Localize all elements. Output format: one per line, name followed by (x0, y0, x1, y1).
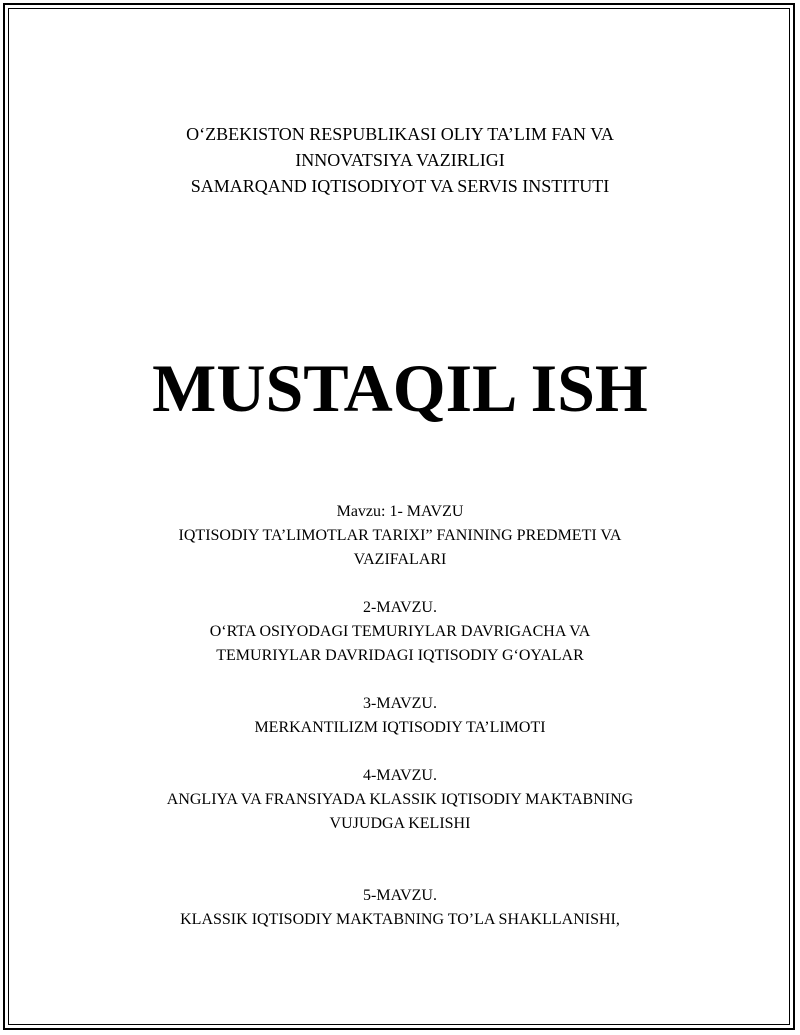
topic-label: 4-MAVZU. (363, 767, 437, 784)
topic-label: 2-MAVZU. (363, 599, 437, 616)
document-title: MUSTAQIL ISH (152, 350, 648, 426)
topic-title-line: ANGLIYA VA FRANSIYADA KLASSIK IQTISODIY MAKTABNING (166, 791, 634, 808)
topic-4 (0, 764, 800, 836)
topic-5 (0, 884, 800, 932)
topic-3 (0, 692, 800, 740)
topic-label: 3-MAVZU. (363, 695, 437, 712)
topic-1 (0, 500, 800, 572)
topic-title-line: O‘RTA OSIYODAGI TEMURIYLAR DAVRIGACHA VA (209, 623, 591, 640)
topic-title-line: VUJUDGA KELISHI (329, 815, 471, 832)
topics-list (0, 500, 800, 956)
header-line-3: SAMARQAND IQTISODIYOT VA SERVIS INSTITUTI (190, 176, 610, 196)
topic-2 (0, 596, 800, 668)
header-line-1: O‘ZBEKISTON RESPUBLIKASI OLIY TA’LIM FAN VA (186, 124, 614, 144)
topic-title-line: IQTISODIY TA’LIMOTLAR TARIXI” FANINING PREDMETI VA (178, 527, 622, 544)
topic-label: 5-MAVZU. (363, 887, 437, 904)
topic-title-line: MERKANTILIZM IQTISODIY TA’LIMOTI (254, 719, 546, 736)
topic-label: Mavzu: 1- MAVZU (336, 503, 464, 520)
institution-header (0, 121, 800, 199)
header-line-2: INNOVATSIYA VAZIRLIGI (295, 150, 505, 170)
topic-title-line: KLASSIK IQTISODIY MAKTABNING TO’LA SHAKLLANISHI, (180, 911, 620, 928)
topic-title-line: TEMURIYLAR DAVRIDAGI IQTISODIY G‘OYALAR (216, 647, 584, 664)
topic-title-line: VAZIFALARI (353, 551, 447, 568)
